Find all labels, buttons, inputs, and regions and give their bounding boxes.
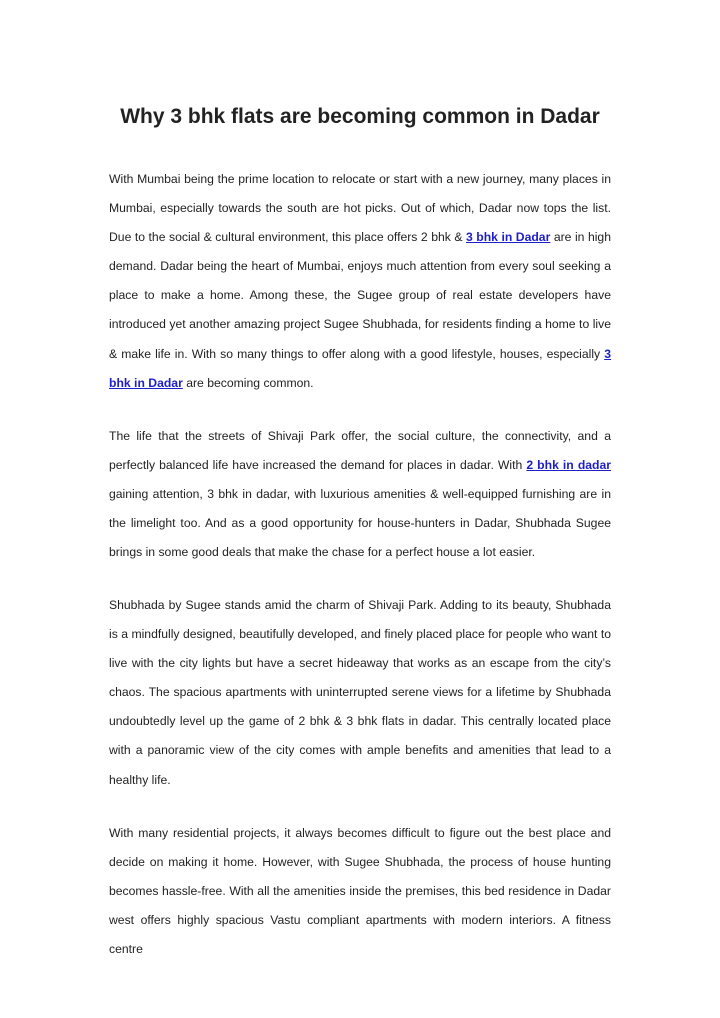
paragraph-4: With many residential projects, it always becomes difficult to figure out the best place and decide on making it home. However, with Sugee Shubhada, the process of house hunting becomes hassle-free. With all the amenities inside the premises, this bed residence in Dadar west offers highly spacious Vastu compliant apartments with modern interiors. A fitness centre [109,826,611,957]
paragraph-2 [109,422,611,567]
link-3-bhk-in-dadar-2[interactable]: 3 bhk in Dadar [109,346,611,390]
paragraph-text: are in high demand. Dadar being the heart of Mumbai, enjoys much attention from every soul seeking a place to make a home. Among these, the Sugee group of real estate developers have introduced yet another amazing project Sugee Shubhada, for residents finding a home to live & make life in. With so many things to offer along with a good lifestyle, houses, especially [109,230,611,361]
paragraph-text: With Mumbai being the prime location to relocate or start with a new journey, many places in Mumbai, especially towards the south are hot picks. Out of which, Dadar now tops the list. Due to the social & cultural environment, this place offers 2 bhk & [109,172,611,245]
paragraph-1 [109,165,611,398]
paragraph-text: gaining attention, 3 bhk in dadar, with luxurious amenities & well-equipped furnishing are in the limelight too. And as a good opportunity for house-hunters in Dadar, Shubhada Sugee brings in some good deals that make the chase for a perfect house a lot easier. [109,487,611,560]
paragraph-3: Shubhada by Sugee stands amid the charm of Shivaji Park. Adding to its beauty, Shubhada is a mindfully designed, beautifully developed, and finely placed place for people who want to live with the city lights but have a secret hideaway that works as an escape from the city’s chaos. The spacious apartments with uninterrupted serene views for a lifetime by Shubhada undoubtedly level up the game of 2 bhk & 3 bhk flats in dadar. This centrally located place with a panoramic view of the city comes with ample benefits and amenities that lead to a healthy life. [109,598,611,787]
link-3-bhk-in-dadar[interactable]: 3 bhk in Dadar [465,230,551,245]
paragraph-text: are becoming common. [182,375,314,390]
paragraph-text: The life that the streets of Shivaji Park offer, the social culture, the connectivity, and a perfectly balanced life have increased the demand for places in dadar. With [109,429,611,473]
link-2-bhk-in-dadar[interactable]: 2 bhk in dadar [526,458,612,473]
page-title: Why 3 bhk flats are becoming common in Dadar [120,105,600,128]
